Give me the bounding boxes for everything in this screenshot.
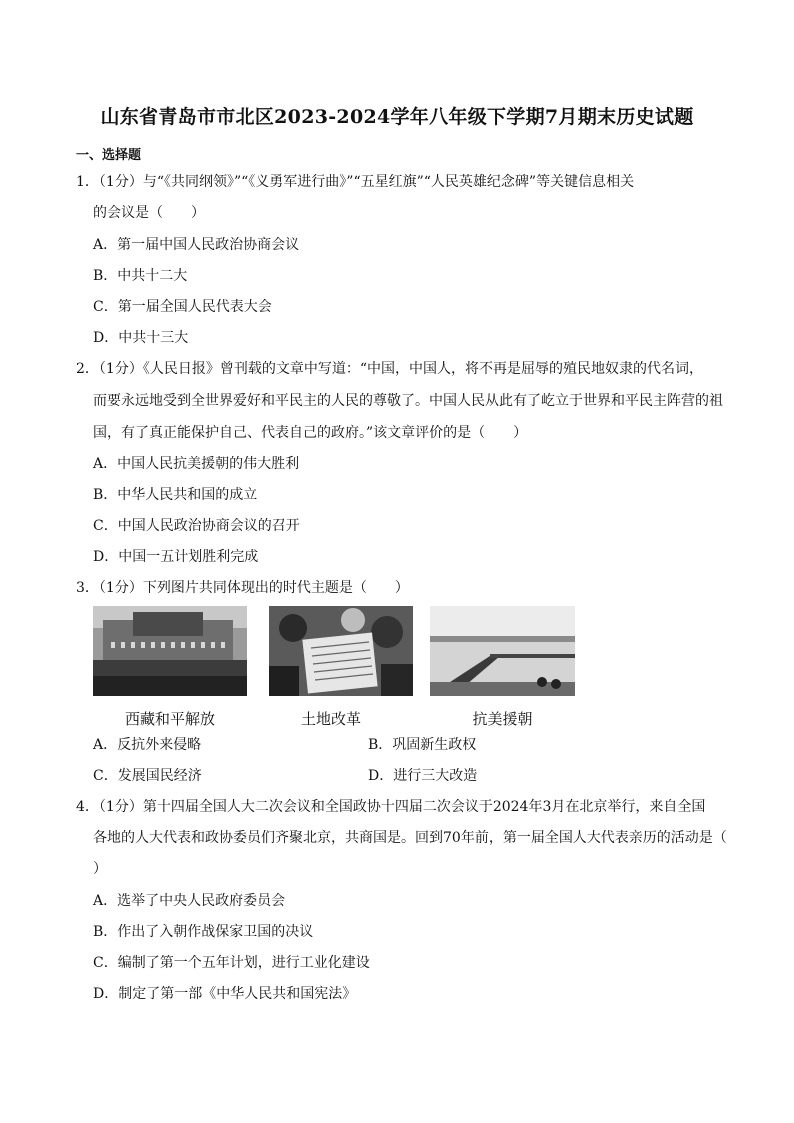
question-2-stem-cont-2: 国，有了真正能保护自己、代表自己的政府。”该文章评价的是（ ） bbox=[93, 425, 528, 441]
question-4-stem-cont-1: 各地的人大代表和政协委员们齐聚北京，共商国是。回到70年前，第一届全国人大代表亲历的活动是（ bbox=[93, 830, 727, 846]
question-2-option-d: D．中国一五计划胜利完成 bbox=[93, 549, 259, 565]
caption-land-reform: 土地改革 bbox=[300, 710, 361, 728]
question-1-stem-cont: 的会议是（ ） bbox=[93, 205, 205, 221]
page-title: 山东省青岛市市北区2023-2024学年八年级下学期7月期末历史试题 bbox=[100, 106, 694, 128]
question-3-option-d: D．进行三大改造 bbox=[368, 768, 478, 784]
question-2-option-a: A．中国人民抗美援朝的伟大胜利 bbox=[93, 456, 300, 472]
question-1-option-c: C．第一届全国人民代表大会 bbox=[93, 299, 272, 315]
photo-land-reform bbox=[269, 606, 413, 696]
question-2-option-c: C．中国人民政治协商会议的召开 bbox=[93, 518, 300, 534]
photo-korean-war bbox=[430, 606, 575, 696]
question-3-stem: 3．（1分）下列图片共同体现出的时代主题是（ ） bbox=[76, 580, 409, 596]
question-4-stem-cont-2: ） bbox=[93, 861, 107, 877]
photo-tibet-liberation bbox=[93, 606, 247, 696]
question-3-option-c: C．发展国民经济 bbox=[93, 768, 202, 784]
question-3-option-b: B．巩固新生政权 bbox=[368, 737, 477, 753]
question-2-stem: 2．（1分）《人民日报》曾刊载的文章中写道：“中国，中国人，将不再是屈辱的殖民地奴隶的代名词， bbox=[76, 361, 703, 377]
caption-tibet: 西藏和平解放 bbox=[124, 710, 215, 728]
question-2-stem-cont-1: 而要永远地受到全世界爱好和平民主的人民的尊敬了。中国人民从此有了屹立于世界和平民主阵营的祖 bbox=[93, 393, 723, 409]
question-1-stem: 1．（1分）与“《共同纲领》”“《义勇军进行曲》”“五星红旗”“人民英雄纪念碑”等关键信息相关 bbox=[76, 174, 635, 190]
question-1-option-b: B．中共十二大 bbox=[93, 268, 188, 284]
caption-korean-war: 抗美援朝 bbox=[472, 710, 533, 728]
question-2-option-b: B．中华人民共和国的成立 bbox=[93, 487, 258, 503]
question-4-option-c: C．编制了第一个五年计划，进行工业化建设 bbox=[93, 955, 370, 971]
question-4-option-a: A．选举了中央人民政府委员会 bbox=[93, 893, 286, 909]
section-heading: 一、选择题 bbox=[76, 148, 142, 163]
question-1-option-a: A．第一届中国人民政治协商会议 bbox=[93, 237, 300, 253]
question-1-option-d: D．中共十三大 bbox=[93, 330, 189, 346]
question-3-option-a: A．反抗外来侵略 bbox=[93, 737, 202, 753]
question-4-stem: 4．（1分）第十四届全国人大二次会议和全国政协十四届二次会议于2024年3月在北京举行，来自全国 bbox=[76, 799, 706, 815]
question-4-option-d: D．制定了第一部《中华人民共和国宪法》 bbox=[93, 986, 357, 1002]
question-4-option-b: B．作出了入朝作战保家卫国的决议 bbox=[93, 924, 314, 940]
